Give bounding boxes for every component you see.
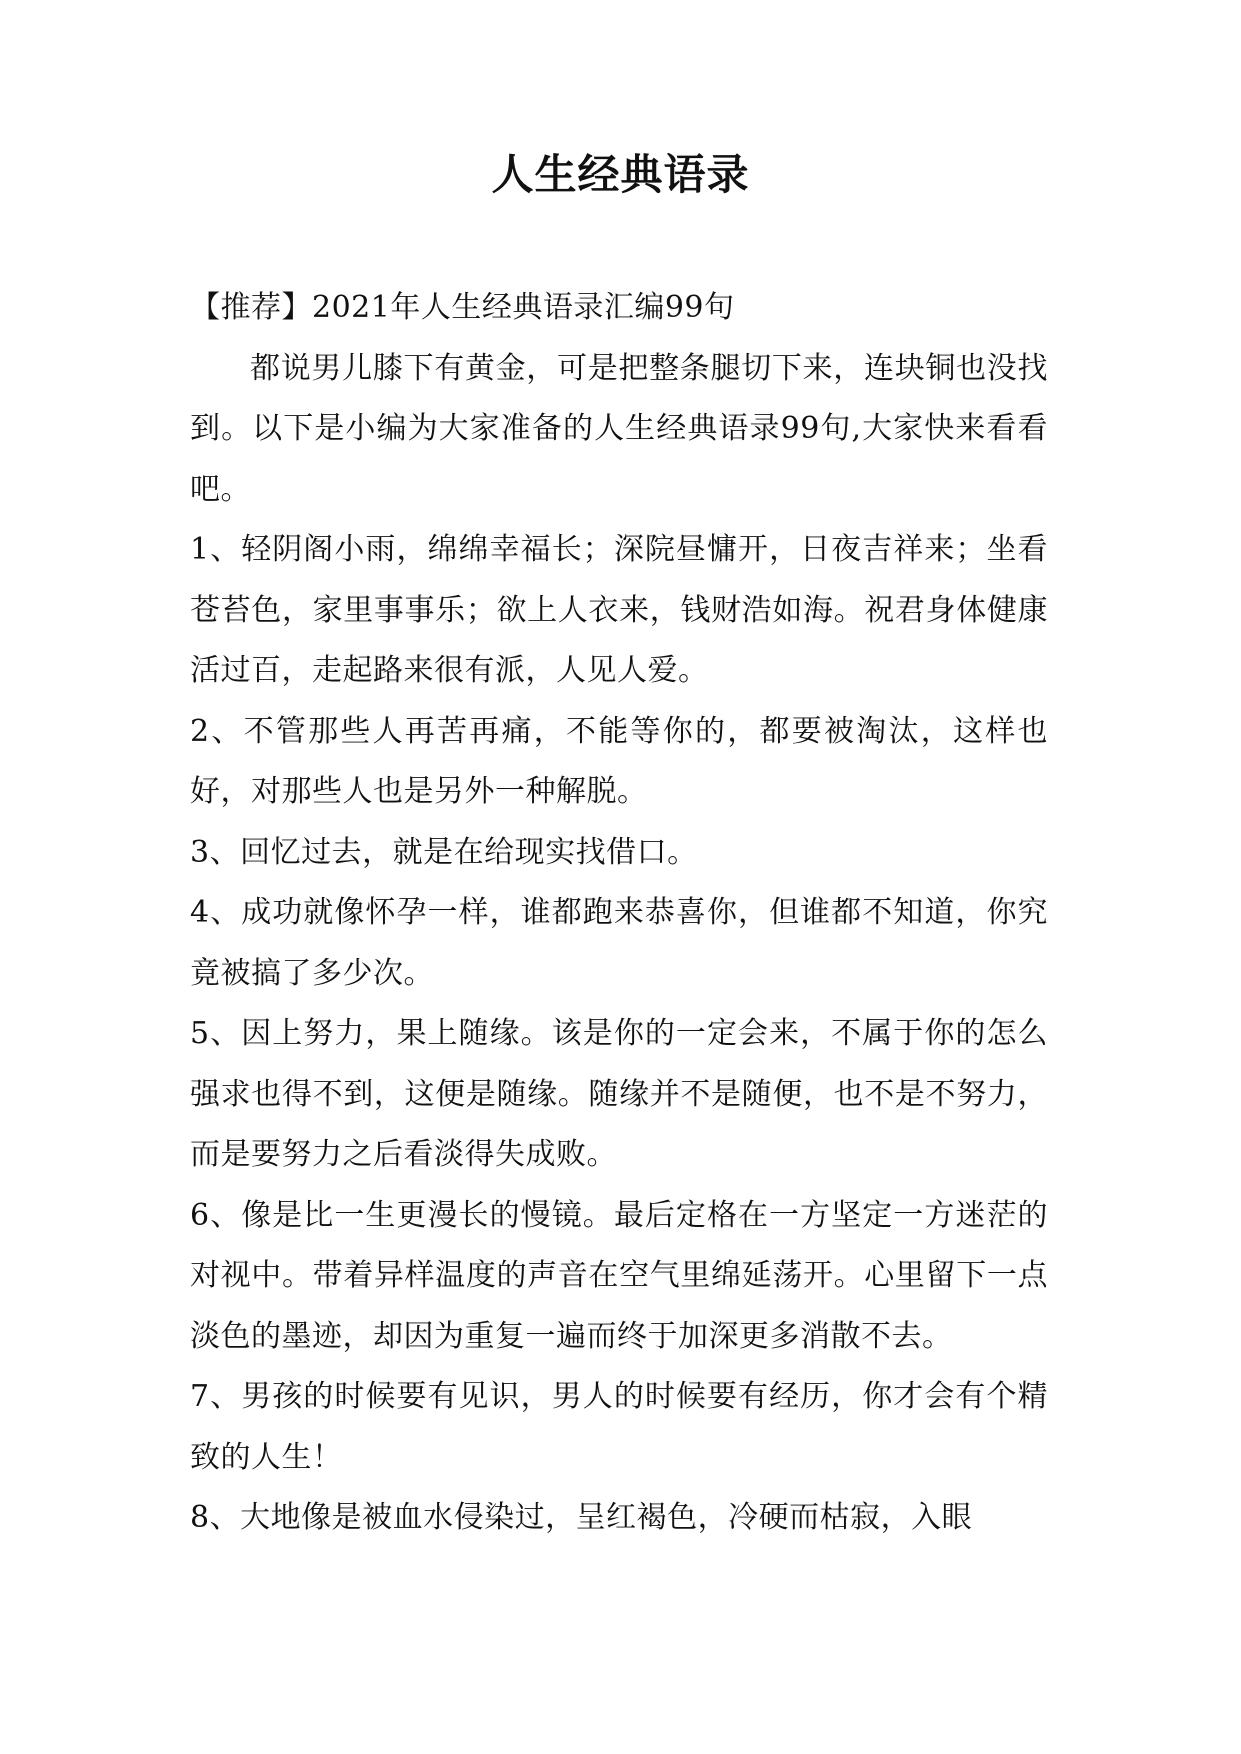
quote-item-7: 7、男孩的时候要有见识，男人的时候要有经历，你才会有个精致的人生！	[190, 1379, 1048, 1475]
recommend-heading: 【推荐】2021年人生经典语录汇编99句	[190, 290, 735, 325]
quote-item-6: 6、像是比一生更漫长的慢镜。最后定格在一方坚定一方迷茫的对视中。带着异样温度的声音在空气里绵延荡开。心里留下一点淡色的墨迹，却因为重复一遍而终于加深更多消散不去。	[190, 1197, 1048, 1354]
intro-paragraph: 都说男儿膝下有黄金，可是把整条腿切下来，连块铜也没找到。以下是小编为大家准备的人生经典语录99句,大家快来看看吧。	[190, 350, 1048, 507]
quote-item-8: 8、大地像是被血水侵染过，呈红褐色，冷硬而枯寂，入眼	[190, 1500, 973, 1535]
quote-item-1: 1、轻阴阁小雨，绵绵幸福长；深院昼慵开，日夜吉祥来；坐看苍苔色，家里事事乐；欲上人衣来，钱财浩如海。祝君身体健康活过百，走起路来很有派，人见人爱。	[190, 532, 1048, 688]
quote-item-2: 2、不管那些人再苦再痛，不能等你的，都要被淘汰，这样也好，对那些人也是另外一种解脱。	[190, 713, 1048, 809]
quote-item-3: 3、回忆过去，就是在给现实找借口。	[190, 834, 698, 870]
document-title: 人生经典语录	[491, 150, 750, 199]
quote-item-5: 5、因上努力，果上随缘。该是你的一定会来，不属于你的怎么强求也得不到，这便是随缘。随缘并不是随便，也不是不努力，而是要努力之后看淡得失成败。	[190, 1016, 1048, 1172]
quote-item-4: 4、成功就像怀孕一样，谁都跑来恭喜你，但谁都不知道，你究竟被搞了多少次。	[190, 895, 1048, 991]
document-body	[190, 278, 1048, 1549]
